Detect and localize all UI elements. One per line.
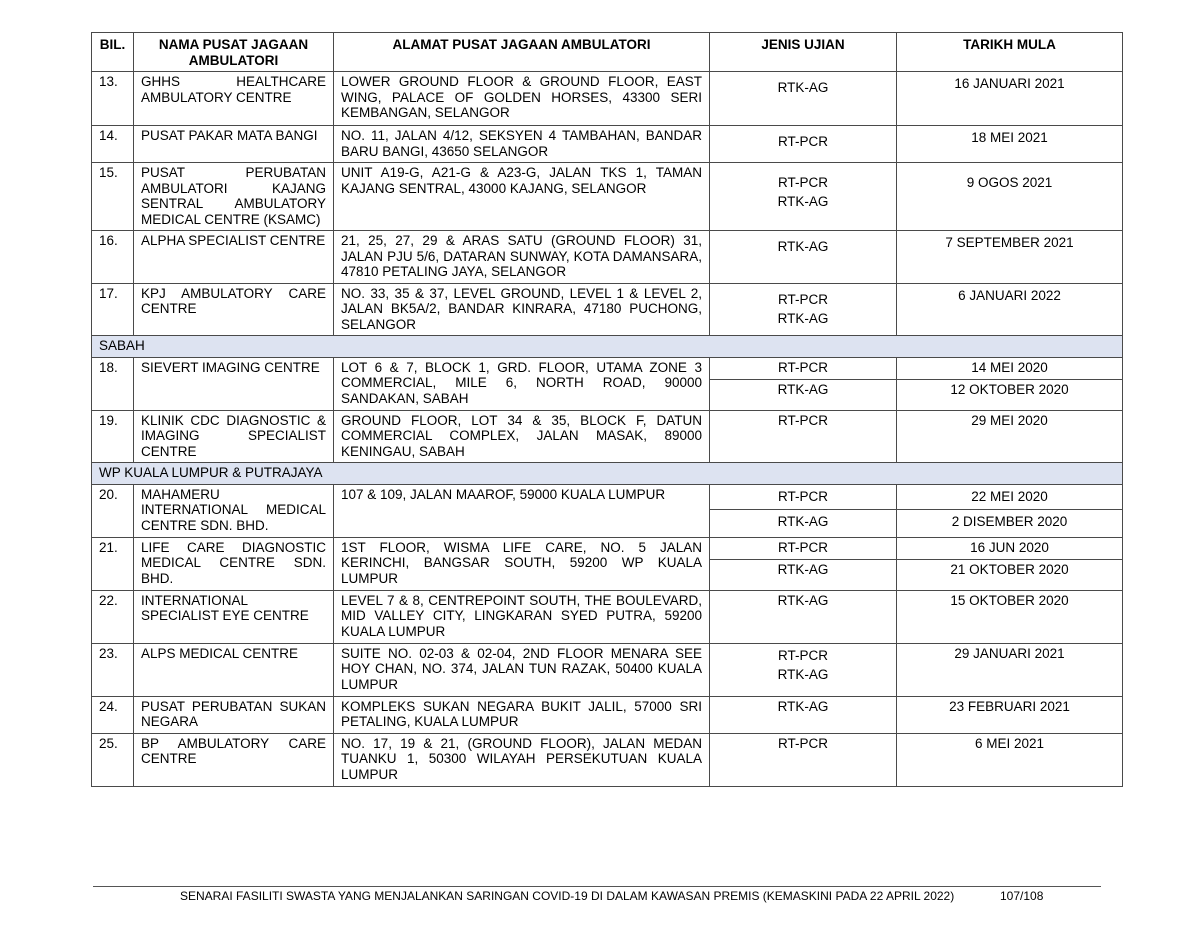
test-type: RT-PCR — [777, 647, 828, 663]
facility-address: GROUND FLOOR, LOT 34 & 35, BLOCK F, DATUN COMMERCIAL COMPLEX, JALAN MASAK, 89000 KENINGAU, SABAH — [334, 410, 710, 463]
facility-name: ALPS MEDICAL CENTRE — [134, 643, 334, 696]
test-type: RTK-AG — [777, 666, 829, 682]
footer-title: SENARAI FASILITI SWASTA YANG MENJALANKAN SARINGAN COVID-19 DI DALAM KAWASAN PREMIS (KEMASKINI PADA 22 APRIL 2022) — [180, 889, 955, 903]
row-number: 24. — [92, 696, 134, 733]
table-row — [92, 163, 1123, 231]
table-row — [92, 126, 1123, 163]
facility-name: LIFE CARE DIAGNOSTIC MEDICAL CENTRE SDN. BHD. — [134, 537, 334, 590]
facility-address: LOWER GROUND FLOOR & GROUND FLOOR, EAST WING, PALACE OF GOLDEN HORSES, 43300 SERI KEMBANGAN, SELANGOR — [334, 72, 710, 126]
facility-name: MAHAMERU INTERNATIONAL MEDICAL CENTRE SDN. BHD. — [134, 484, 334, 537]
header-name: NAMA PUSAT JAGAAN AMBULATORI — [134, 33, 334, 72]
facility-name: PUSAT PERUBATAN SUKAN NEGARA — [134, 696, 334, 733]
start-date: 29 MEI 2020 — [897, 410, 1123, 463]
region-row-sabah — [92, 336, 1123, 358]
table-row — [92, 484, 1123, 509]
facility-name: INTERNATIONAL SPECIALIST EYE CENTRE — [134, 590, 334, 643]
facility-name: ALPHA SPECIALIST CENTRE — [134, 231, 334, 284]
test-type: RTK-AG — [710, 509, 897, 537]
start-date: 14 MEI 2020 — [897, 357, 1123, 379]
facility-address: SUITE NO. 02-03 & 02-04, 2ND FLOOR MENARA SEE HOY CHAN, NO. 374, JALAN TUN RAZAK, 50400 KUALA LUMPUR — [334, 643, 710, 696]
test-type: RT-PCR — [777, 175, 828, 190]
facility-name: BP AMBULATORY CARE CENTRE — [134, 733, 334, 786]
row-number: 17. — [92, 283, 134, 336]
facility-address: UNIT A19-G, A21-G & A23-G, JALAN TKS 1, TAMAN KAJANG SENTRAL, 43000 KAJANG, SELANGOR — [334, 163, 710, 231]
start-date: 16 JANUARI 2021 — [897, 72, 1123, 126]
test-type-cell — [710, 231, 897, 284]
test-type: RT-PCR — [710, 357, 897, 379]
test-type: RT-PCR — [710, 410, 897, 463]
test-type: RTK-AG — [710, 559, 897, 590]
footer-divider — [93, 886, 1101, 887]
row-number: 15. — [92, 163, 134, 231]
test-type-cell — [710, 163, 897, 231]
facility-name: KPJ AMBULATORY CARE CENTRE — [134, 283, 334, 336]
start-date: 6 MEI 2021 — [897, 733, 1123, 786]
test-type: RT-PCR — [777, 134, 828, 149]
table-row — [92, 537, 1123, 559]
table-row — [92, 357, 1123, 379]
test-type: RT-PCR — [710, 484, 897, 509]
test-type-cell — [710, 126, 897, 163]
facility-name: PUSAT PAKAR MATA BANGI — [134, 126, 334, 163]
row-number: 19. — [92, 410, 134, 463]
region-row-kl — [92, 463, 1123, 485]
test-type: RT-PCR — [710, 733, 897, 786]
start-date: 15 OKTOBER 2020 — [897, 590, 1123, 643]
start-date: 16 JUN 2020 — [897, 537, 1123, 559]
test-type: RTK-AG — [777, 80, 829, 95]
facility-address: KOMPLEKS SUKAN NEGARA BUKIT JALIL, 57000 SRI PETALING, KUALA LUMPUR — [334, 696, 710, 733]
start-date: 2 DISEMBER 2020 — [897, 509, 1123, 537]
table-row — [92, 696, 1123, 733]
facility-name: GHHS HEALTHCARE AMBULATORY CENTRE — [134, 72, 334, 126]
facility-name: SIEVERT IMAGING CENTRE — [134, 357, 334, 410]
table-row — [92, 643, 1123, 696]
row-number: 14. — [92, 126, 134, 163]
header-address: ALAMAT PUSAT JAGAAN AMBULATORI — [334, 33, 710, 72]
facility-address: 107 & 109, JALAN MAAROF, 59000 KUALA LUMPUR — [334, 484, 710, 537]
header-bil: BIL. — [92, 33, 134, 72]
test-type-cell — [710, 72, 897, 126]
facility-address: LEVEL 7 & 8, CENTREPOINT SOUTH, THE BOULEVARD, MID VALLEY CITY, LINGKARAN SYED PUTRA, 59200 KUALA LUMPUR — [334, 590, 710, 643]
facility-name: KLINIK CDC DIAGNOSTIC & IMAGING SPECIALIST CENTRE — [134, 410, 334, 463]
facility-table — [91, 32, 1123, 787]
facility-address: NO. 17, 19 & 21, (GROUND FLOOR), JALAN MEDAN TUANKU 1, 50300 WILAYAH PERSEKUTUAN KUALA LUMPUR — [334, 733, 710, 786]
test-type-cell — [710, 283, 897, 336]
facility-address: NO. 11, JALAN 4/12, SEKSYEN 4 TAMBAHAN, BANDAR BARU BANGI, 43650 SELANGOR — [334, 126, 710, 163]
region-label: WP KUALA LUMPUR & PUTRAJAYA — [92, 463, 1123, 485]
test-type: RTK-AG — [777, 239, 829, 254]
facility-address: 1ST FLOOR, WISMA LIFE CARE, NO. 5 JALAN KERINCHI, BANGSAR SOUTH, 59200 WP KUALA LUMPUR — [334, 537, 710, 590]
start-date: 21 OKTOBER 2020 — [897, 559, 1123, 590]
table-row — [92, 72, 1123, 126]
start-date: 9 OGOS 2021 — [897, 163, 1123, 231]
start-date: 18 MEI 2021 — [897, 126, 1123, 163]
test-type: RTK-AG — [710, 379, 897, 410]
row-number: 22. — [92, 590, 134, 643]
facility-name: PUSAT PERUBATAN AMBULATORI KAJANG SENTRAL AMBULATORY MEDICAL CENTRE (KSAMC) — [134, 163, 334, 231]
header-row — [92, 33, 1123, 72]
row-number: 20. — [92, 484, 134, 537]
start-date: 7 SEPTEMBER 2021 — [897, 231, 1123, 284]
table-row — [92, 283, 1123, 336]
table-row — [92, 733, 1123, 786]
row-number: 23. — [92, 643, 134, 696]
start-date: 12 OKTOBER 2020 — [897, 379, 1123, 410]
start-date: 6 JANUARI 2022 — [897, 283, 1123, 336]
start-date: 29 JANUARI 2021 — [897, 643, 1123, 696]
header-date: TARIKH MULA — [897, 33, 1123, 72]
table-row — [92, 590, 1123, 643]
row-number: 21. — [92, 537, 134, 590]
table-row — [92, 231, 1123, 284]
facility-address: LOT 6 & 7, BLOCK 1, GRD. FLOOR, UTAMA ZONE 3 COMMERCIAL, MILE 6, NORTH ROAD, 90000 SANDAKAN, SABAH — [334, 357, 710, 410]
page-number: 107/108 — [1000, 889, 1044, 903]
row-number: 18. — [92, 357, 134, 410]
region-label: SABAH — [92, 336, 1123, 358]
start-date: 22 MEI 2020 — [897, 484, 1123, 509]
test-type: RT-PCR — [777, 291, 828, 307]
row-number: 25. — [92, 733, 134, 786]
row-number: 16. — [92, 231, 134, 284]
test-type: RTK-AG — [710, 696, 897, 733]
test-type: RT-PCR — [710, 537, 897, 559]
header-test: JENIS UJIAN — [710, 33, 897, 72]
facility-address: 21, 25, 27, 29 & ARAS SATU (GROUND FLOOR) 31, JALAN PJU 5/6, DATARAN SUNWAY, KOTA DAMANSARA, 47810 PETALING JAYA, SELANGOR — [334, 231, 710, 284]
test-type: RTK-AG — [777, 194, 829, 209]
facility-address: NO. 33, 35 & 37, LEVEL GROUND, LEVEL 1 & LEVEL 2, JALAN BK5A/2, BANDAR KINRARA, 47180 PUCHONG, SELANGOR — [334, 283, 710, 336]
start-date: 23 FEBRUARI 2021 — [897, 696, 1123, 733]
test-type: RTK-AG — [710, 590, 897, 643]
table-row — [92, 410, 1123, 463]
row-number: 13. — [92, 72, 134, 126]
test-type: RTK-AG — [777, 310, 829, 326]
test-type-cell — [710, 643, 897, 696]
